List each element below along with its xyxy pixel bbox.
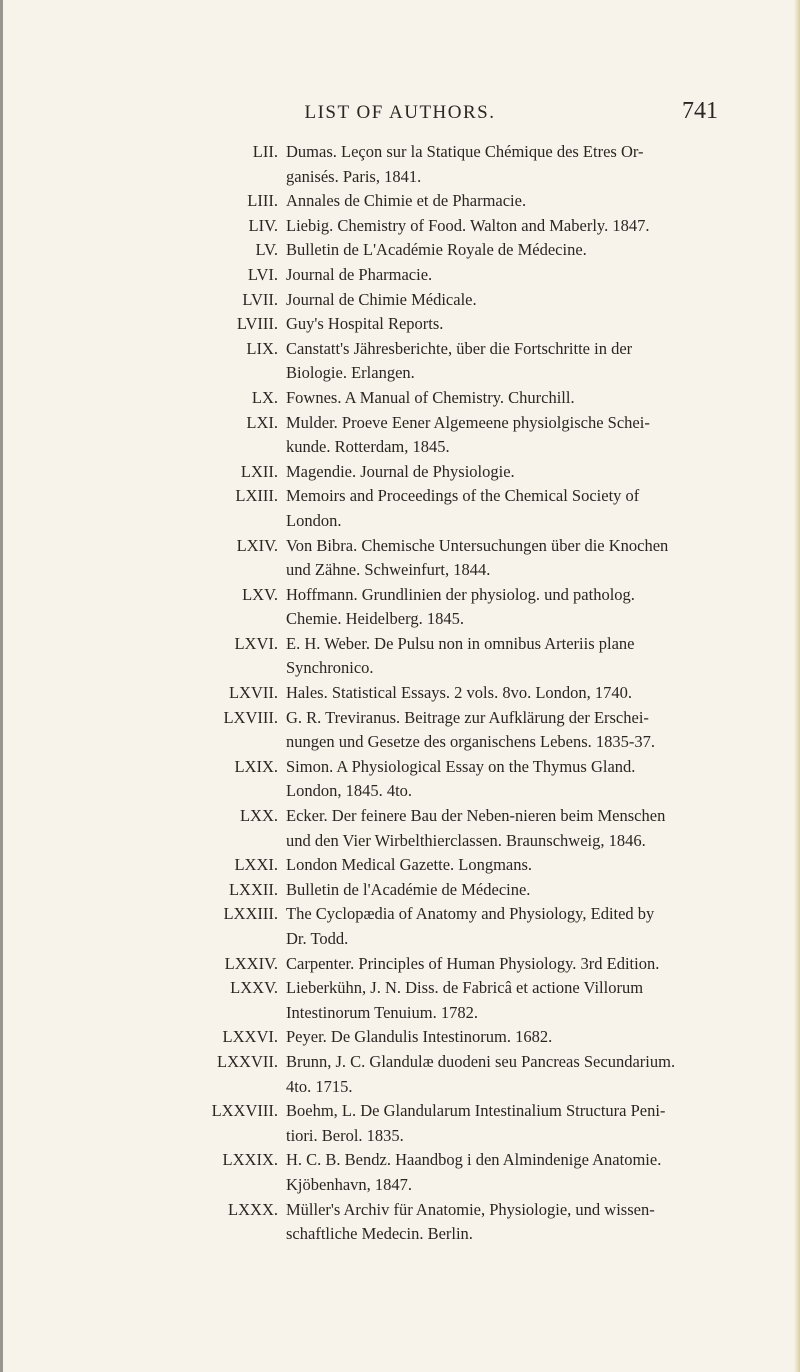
author-entry — [0, 755, 800, 804]
citation-line: Peyer. De Glandulis Intestinorum. 1682. — [286, 1027, 553, 1047]
citation-continuation-line: ganisés. Paris, 1841. — [286, 166, 422, 186]
entry-citation — [286, 386, 726, 411]
author-entry — [0, 189, 800, 214]
entry-number: LXVII. — [228, 683, 278, 703]
citation-line: Hales. Statistical Essays. 2 vols. 8vo. London, 1740. — [286, 683, 633, 703]
entry-number: LXXII. — [228, 879, 278, 899]
citation-line: Simon. A Physiological Essay on the Thymus Gland. — [286, 756, 636, 776]
entry-citation — [286, 1025, 726, 1050]
entry-number: LXVIII. — [223, 707, 278, 727]
entry-citation — [286, 460, 726, 485]
entry-number: LXXV. — [230, 978, 278, 998]
entry-number: LXVI. — [234, 633, 278, 653]
entry-number: LXXIX. — [222, 1150, 278, 1170]
entry-citation — [286, 411, 726, 460]
entry-citation — [286, 337, 726, 386]
author-entry — [0, 1198, 800, 1247]
author-entry — [0, 632, 800, 681]
citation-line: Dumas. Leçon sur la Statique Chémique des Etres Or- — [286, 142, 644, 161]
author-entry — [0, 484, 800, 533]
author-entry — [0, 1050, 800, 1099]
entry-citation — [286, 1148, 726, 1197]
citation-continuation-line: und Zähne. Schweinfurt, 1844. — [286, 560, 491, 580]
citation-line: London Medical Gazette. Longmans. — [286, 855, 533, 875]
citation-line: Lieberkühn, J. N. Diss. de Fabricâ et actione Villorum — [286, 978, 644, 998]
citation-line: Memoirs and Proceedings of the Chemical Society of — [286, 486, 640, 506]
entry-number: LXXI. — [234, 855, 278, 875]
citation-continuation-line: Intestinorum Tenuium. 1782. — [286, 1002, 478, 1022]
author-entry — [0, 583, 800, 632]
entry-citation — [286, 902, 726, 951]
entry-number: LXXIV. — [224, 953, 278, 973]
author-entry — [0, 1148, 800, 1197]
citation-line: Bulletin de L'Académie Royale de Médecine. — [286, 240, 587, 260]
entry-citation — [286, 804, 726, 853]
citation-line: Brunn, J. C. Glandulæ duodeni seu Pancreas Secundarium. — [286, 1051, 676, 1071]
citation-continuation-line: London, 1845. 4to. — [286, 781, 413, 801]
citation-continuation-line: kunde. Rotterdam, 1845. — [286, 437, 450, 457]
author-entry — [0, 214, 800, 239]
author-entry — [0, 337, 800, 386]
citation-line: Boehm, L. De Glandularum Intestinalium Structura Peni- — [286, 1101, 666, 1121]
citation-line: Journal de Chimie Médicale. — [286, 289, 477, 309]
entry-citation — [286, 632, 726, 681]
entry-number: LXXIII. — [223, 904, 278, 924]
author-entry — [0, 706, 800, 755]
entry-citation — [286, 853, 726, 878]
citation-line: G. R. Treviranus. Beitrage zur Aufklärung der Erschei- — [286, 707, 649, 727]
entry-citation — [286, 583, 726, 632]
entry-number: LXXVI. — [222, 1027, 278, 1047]
entry-number: LVII. — [242, 289, 278, 309]
entry-number: LXIV. — [236, 535, 278, 555]
citation-line: Canstatt's Jähresberichte, über die Fortschritte in der — [286, 338, 633, 358]
entry-citation — [286, 312, 726, 337]
entry-number: LXIII. — [235, 486, 278, 506]
citation-line: Müller's Archiv für Anatomie, Physiologie, und wissen- — [286, 1199, 655, 1219]
entry-citation — [286, 263, 726, 288]
citation-line: Annales de Chimie et de Pharmacie. — [286, 191, 527, 211]
author-list — [0, 140, 800, 1247]
author-entry — [0, 853, 800, 878]
citation-continuation-line: Kjöbenhavn, 1847. — [286, 1174, 413, 1194]
entry-number: LXV. — [242, 584, 278, 604]
citation-continuation-line: und den Vier Wirbelthierclassen. Braunschweig, 1846. — [286, 830, 646, 850]
citation-line: Guy's Hospital Reports. — [286, 314, 444, 334]
citation-continuation-line: tiori. Berol. 1835. — [286, 1125, 404, 1145]
citation-line: Mulder. Proeve Eener Algemeene physiolgische Schei- — [286, 412, 650, 432]
entry-citation — [286, 1050, 726, 1099]
author-entry — [0, 386, 800, 411]
entry-number: LIII. — [247, 191, 278, 211]
author-entry — [0, 288, 800, 313]
entry-citation — [286, 706, 726, 755]
author-entry — [0, 902, 800, 951]
entry-number: LVI. — [247, 264, 278, 284]
citation-continuation-line: Synchronico. — [286, 658, 374, 678]
citation-line: Magendie. Journal de Physiologie. — [286, 461, 515, 481]
citation-continuation-line: London. — [286, 510, 342, 530]
author-entry — [0, 1099, 800, 1148]
citation-line: Von Bibra. Chemische Untersuchungen über die Knochen — [286, 535, 669, 555]
author-entry — [0, 263, 800, 288]
entry-number: LXXVIII. — [211, 1101, 278, 1121]
entry-number: LV. — [255, 240, 278, 260]
author-entry — [0, 140, 800, 189]
citation-line: Ecker. Der feinere Bau der Neben-nieren beim Menschen — [286, 806, 666, 826]
entry-number: LVIII. — [236, 314, 278, 334]
entry-citation — [286, 288, 726, 313]
entry-citation — [286, 189, 726, 214]
author-entry — [0, 804, 800, 853]
citation-line: Hoffmann. Grundlinien der physiolog. und patholog. — [286, 584, 635, 604]
entry-citation — [286, 484, 726, 533]
citation-line: Liebig. Chemistry of Food. Walton and Maberly. 1847. — [286, 215, 650, 235]
entry-number: LXXX. — [228, 1199, 278, 1219]
entry-number: LII. — [252, 142, 278, 161]
citation-continuation-line: nungen und Gesetze des organischens Lebens. 1835-37. — [286, 732, 656, 752]
citation-continuation-line: Dr. Todd. — [286, 929, 349, 948]
entry-number: LXII. — [240, 461, 278, 481]
entry-number: LXXVII. — [217, 1051, 278, 1071]
entry-citation — [286, 878, 726, 903]
entry-number: LXI. — [246, 412, 278, 432]
author-entry — [0, 976, 800, 1025]
citation-line: Carpenter. Principles of Human Physiology. 3rd Edition. — [286, 953, 660, 973]
author-entry — [0, 238, 800, 263]
running-title: LIST OF AUTHORS. — [304, 102, 496, 123]
citation-line: Journal de Pharmacie. — [286, 264, 433, 284]
citation-line: E. H. Weber. De Pulsu non in omnibus Arteriis plane — [286, 633, 635, 653]
entry-citation — [286, 1198, 726, 1247]
entry-number: LXIX. — [234, 756, 278, 776]
entry-citation — [286, 238, 726, 263]
author-entry — [0, 878, 800, 903]
citation-line: Fownes. A Manual of Chemistry. Churchill. — [286, 387, 575, 407]
entry-citation — [286, 976, 726, 1025]
author-entry — [0, 681, 800, 706]
running-header — [0, 98, 800, 134]
citation-line: The Cyclopædia of Anatomy and Physiology, Edited by — [286, 904, 655, 924]
author-entry — [0, 1025, 800, 1050]
citation-continuation-line: schaftliche Medecin. Berlin. — [286, 1224, 473, 1244]
citation-line: Bulletin de l'Académie de Médecine. — [286, 879, 531, 899]
citation-continuation-line: Chemie. Heidelberg. 1845. — [286, 609, 464, 629]
entry-citation — [286, 214, 726, 239]
entry-citation — [286, 952, 726, 977]
author-entry — [0, 312, 800, 337]
entry-citation — [286, 755, 726, 804]
entry-citation — [286, 534, 726, 583]
entry-number: LXX. — [239, 806, 278, 826]
author-entry — [0, 460, 800, 485]
author-entry — [0, 952, 800, 977]
citation-continuation-line: 4to. 1715. — [286, 1076, 353, 1096]
entry-citation — [286, 681, 726, 706]
entry-number: LIV. — [248, 215, 278, 235]
citation-continuation-line: Biologie. Erlangen. — [286, 363, 415, 383]
author-entry — [0, 534, 800, 583]
page-number: 741 — [682, 98, 718, 124]
entry-citation — [286, 140, 726, 189]
citation-line: H. C. B. Bendz. Haandbog i den Almindenige Anatomie. — [286, 1150, 662, 1170]
entry-number: LX. — [251, 387, 278, 407]
entry-number: LIX. — [246, 338, 278, 358]
entry-citation — [286, 1099, 726, 1148]
author-entry — [0, 411, 800, 460]
